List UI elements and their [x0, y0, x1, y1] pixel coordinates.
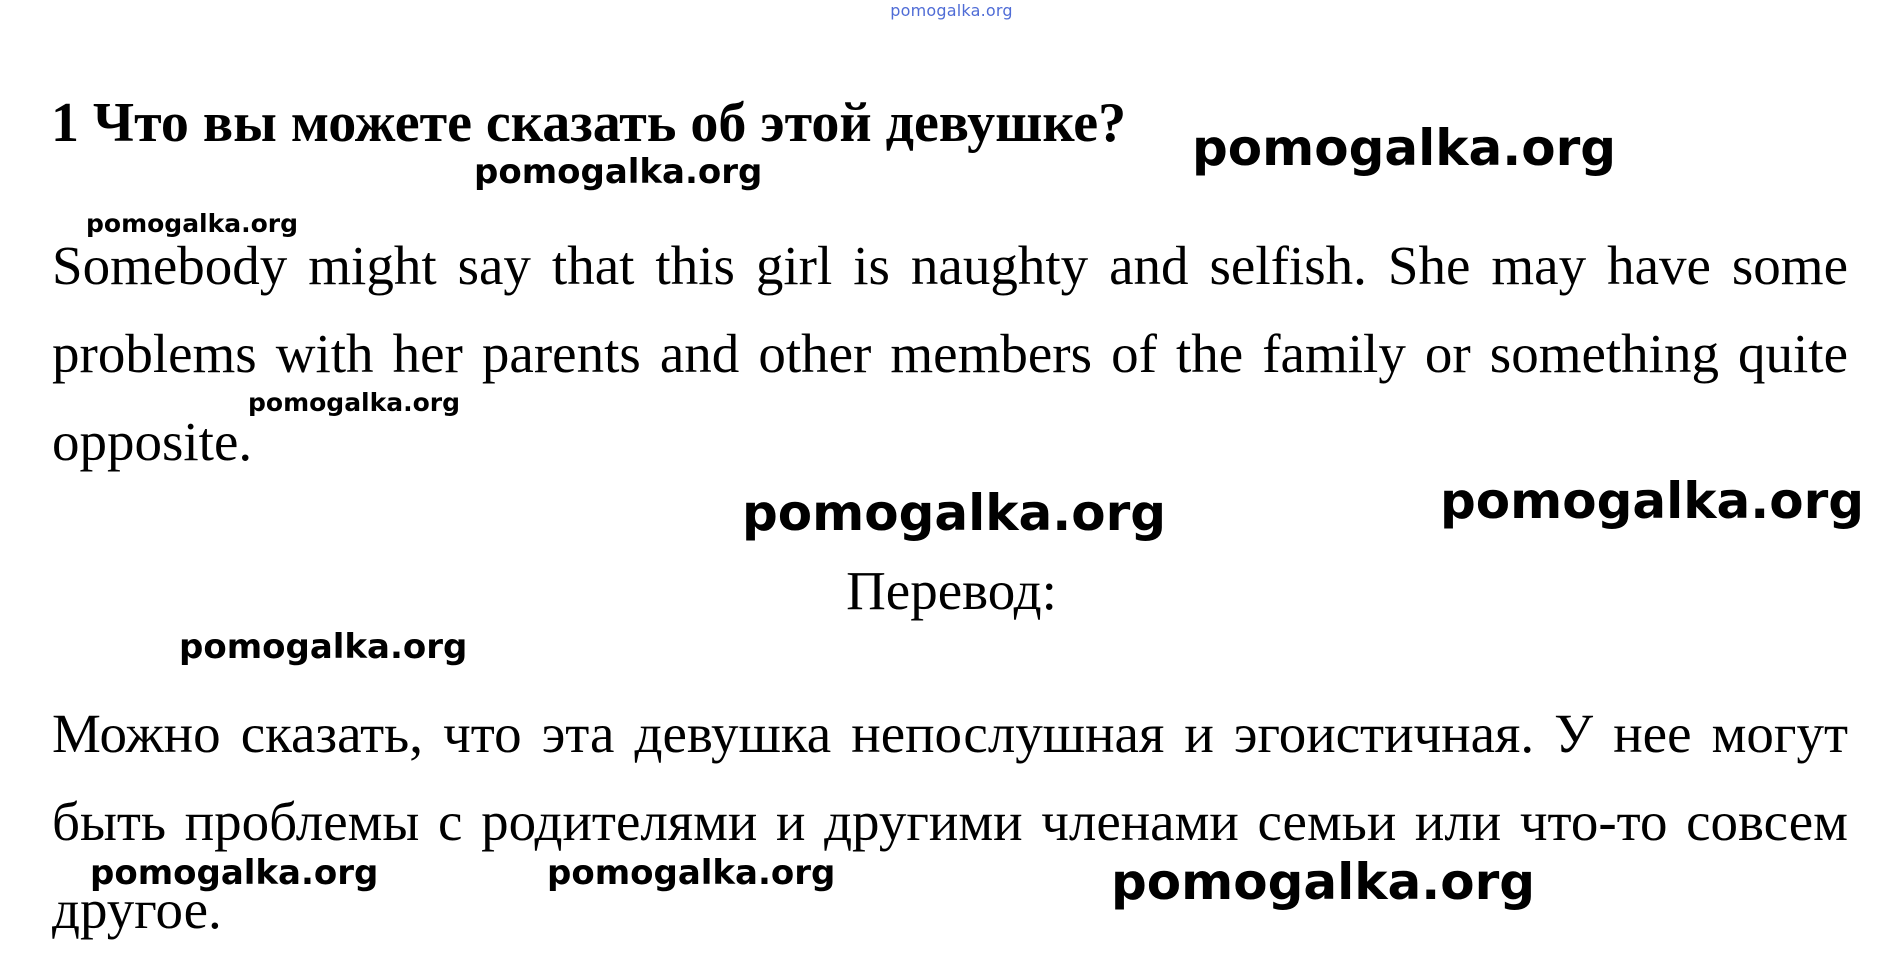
watermark: pomogalka.org: [179, 627, 468, 667]
watermark: pomogalka.org: [1111, 853, 1536, 911]
watermark: pomogalka.org: [547, 853, 836, 893]
watermark: pomogalka.org: [86, 209, 299, 238]
watermark: pomogalka.org: [90, 853, 379, 893]
answer-paragraph-english: Somebody might say that this girl is naughty and selfish. She may have some problems with her parents and other members of the family or something quite opposite.: [52, 235, 1848, 472]
question-title: 1 Что вы можете сказать об этой девушке?: [51, 92, 1127, 154]
answer-paragraph-russian: Можно сказать, что эта девушка непослушная и эгоистичная. У нее могут быть проблемы с родителями и другими членами семьи или что-то совсем другое.: [52, 703, 1848, 940]
watermark: pomogalka.org: [742, 484, 1167, 542]
translation-heading: Перевод:: [846, 560, 1057, 621]
site-link[interactable]: pomogalka.org: [890, 1, 1013, 20]
watermark: pomogalka.org: [248, 388, 461, 417]
watermark: pomogalka.org: [474, 152, 763, 192]
watermark: pomogalka.org: [1192, 119, 1617, 177]
watermark: pomogalka.org: [1440, 472, 1865, 530]
